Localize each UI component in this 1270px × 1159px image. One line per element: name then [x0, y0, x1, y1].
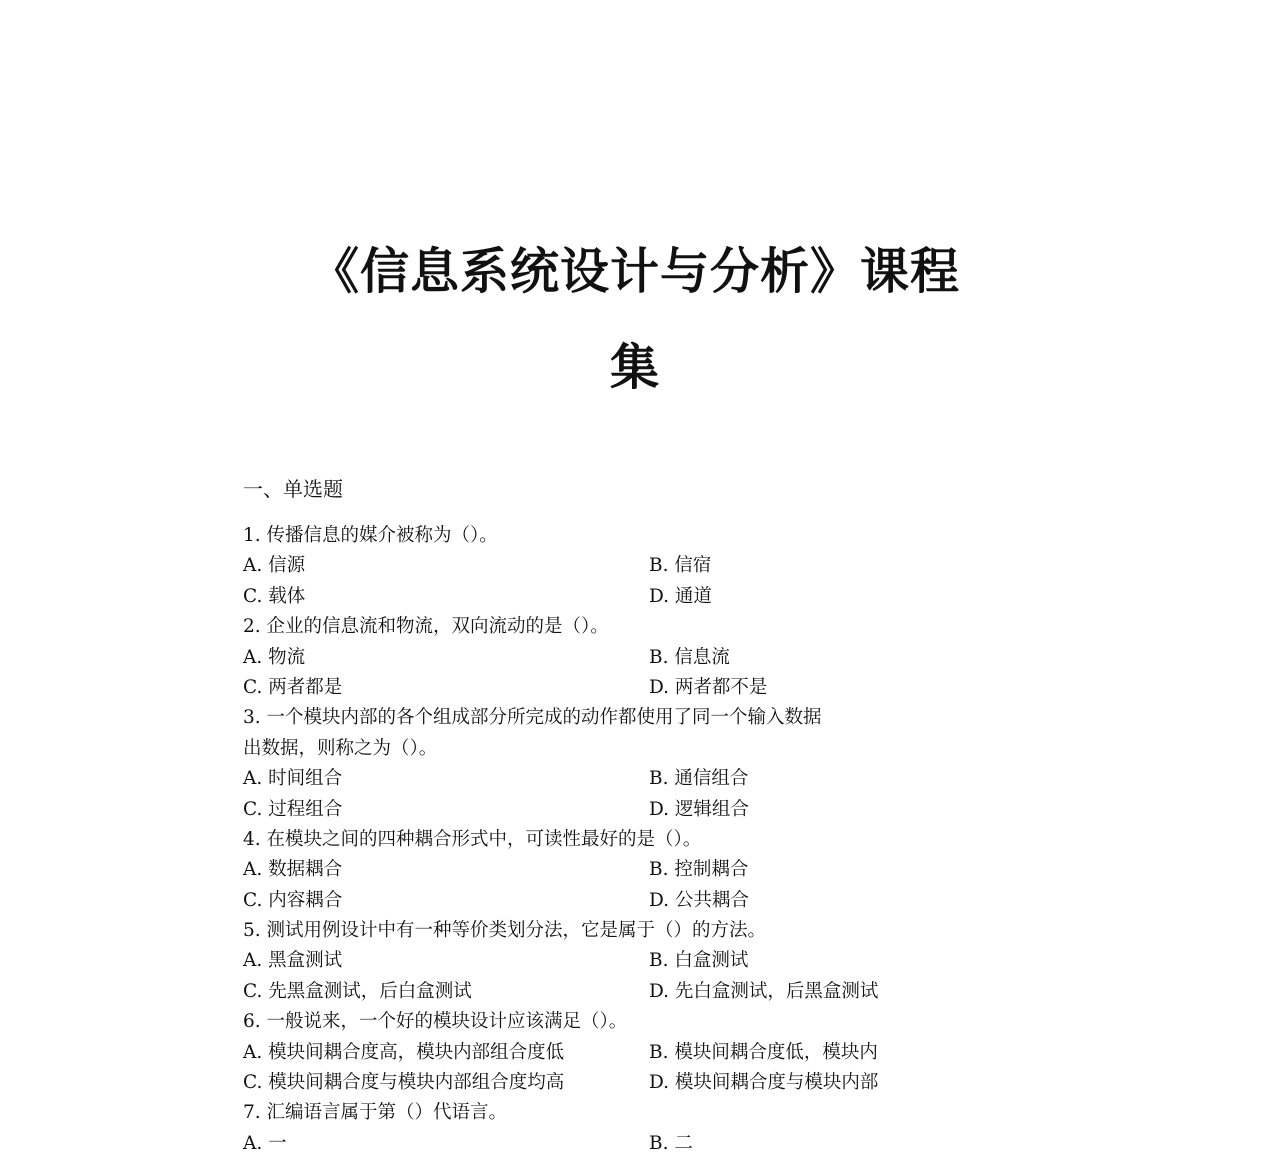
option-row — [243, 551, 822, 581]
answer-option: C. 内容耦合 — [243, 889, 343, 911]
answer-option: A. 信源 — [243, 555, 306, 577]
question-item — [243, 521, 822, 612]
answer-option: B. 二 — [649, 1132, 693, 1154]
answer-option: D. 公共耦合 — [649, 889, 749, 911]
answer-option: B. 信宿 — [649, 555, 712, 577]
question-list — [243, 521, 879, 1159]
answer-option: D. 通道 — [649, 585, 712, 607]
answer-option: C. 先黑盒测试，后白盒测试 — [243, 980, 472, 1002]
option-row — [243, 582, 822, 612]
question-item — [243, 1098, 822, 1159]
option-row — [243, 795, 822, 825]
option-row — [243, 1038, 878, 1068]
question-item — [243, 916, 879, 1007]
question-item — [243, 825, 822, 916]
question-item — [243, 1007, 879, 1098]
question-stem: 4. 在模块之间的四种耦合形式中，可读性最好的是（）。 — [243, 828, 702, 850]
answer-option: A. 时间组合 — [243, 768, 343, 790]
document-title — [0, 224, 1270, 416]
question-stem: 1. 传播信息的媒介被称为（）。 — [243, 525, 498, 546]
answer-option: D. 先白盒测试，后黑盒测试 — [649, 980, 879, 1002]
question-item — [243, 612, 822, 703]
option-row — [243, 977, 879, 1007]
answer-option: C. 载体 — [243, 585, 306, 607]
option-row — [243, 855, 822, 885]
option-row — [243, 1129, 822, 1159]
answer-option: B. 信息流 — [649, 646, 730, 668]
question-stem: 3. 一个模块内部的各个组成部分所完成的动作都使用了同一个输入数据 — [243, 707, 822, 729]
answer-option: B. 通信组合 — [649, 768, 749, 790]
section-heading: 一、单选题 — [243, 477, 343, 501]
option-row — [243, 886, 822, 916]
option-row — [243, 764, 822, 794]
answer-option: B. 白盒测试 — [649, 950, 749, 972]
answer-option: A. 黑盒测试 — [243, 950, 343, 972]
answer-option: C. 两者都是 — [243, 676, 343, 698]
answer-option: D. 两者都不是 — [649, 676, 768, 698]
question-stem: 5. 测试用例设计中有一种等价类划分法，它是属于（）的方法。 — [243, 920, 767, 942]
option-row — [243, 1068, 879, 1098]
document-title-line-2: 集 — [609, 339, 660, 396]
answer-option: B. 控制耦合 — [649, 859, 749, 881]
answer-option: A. 物流 — [243, 646, 306, 668]
answer-option: A. 一 — [243, 1132, 287, 1154]
answer-option: B. 模块间耦合度低，模块内 — [649, 1041, 878, 1063]
answer-option: C. 过程组合 — [243, 798, 343, 820]
question-stem: 出数据，则称之为（）。 — [243, 737, 438, 759]
question-stem: 6. 一般说来，一个好的模块设计应该满足（）。 — [243, 1011, 628, 1033]
document-title-line-1: 《信息系统设计与分析》课程 — [309, 243, 960, 300]
question-stem: 2. 企业的信息流和物流，双向流动的是（）。 — [243, 616, 609, 638]
answer-option: D. 逻辑组合 — [649, 798, 749, 820]
answer-option: A. 数据耦合 — [243, 859, 343, 881]
question-item — [243, 703, 822, 825]
question-stem: 7. 汇编语言属于第（）代语言。 — [243, 1102, 508, 1124]
option-row — [243, 946, 822, 976]
answer-option: C. 模块间耦合度与模块内部组合度均高 — [243, 1072, 565, 1094]
option-row — [243, 643, 822, 673]
option-row — [243, 673, 822, 703]
answer-option: A. 模块间耦合度高，模块内部组合度低 — [243, 1041, 565, 1063]
answer-option: D. 模块间耦合度与模块内部 — [649, 1072, 879, 1094]
